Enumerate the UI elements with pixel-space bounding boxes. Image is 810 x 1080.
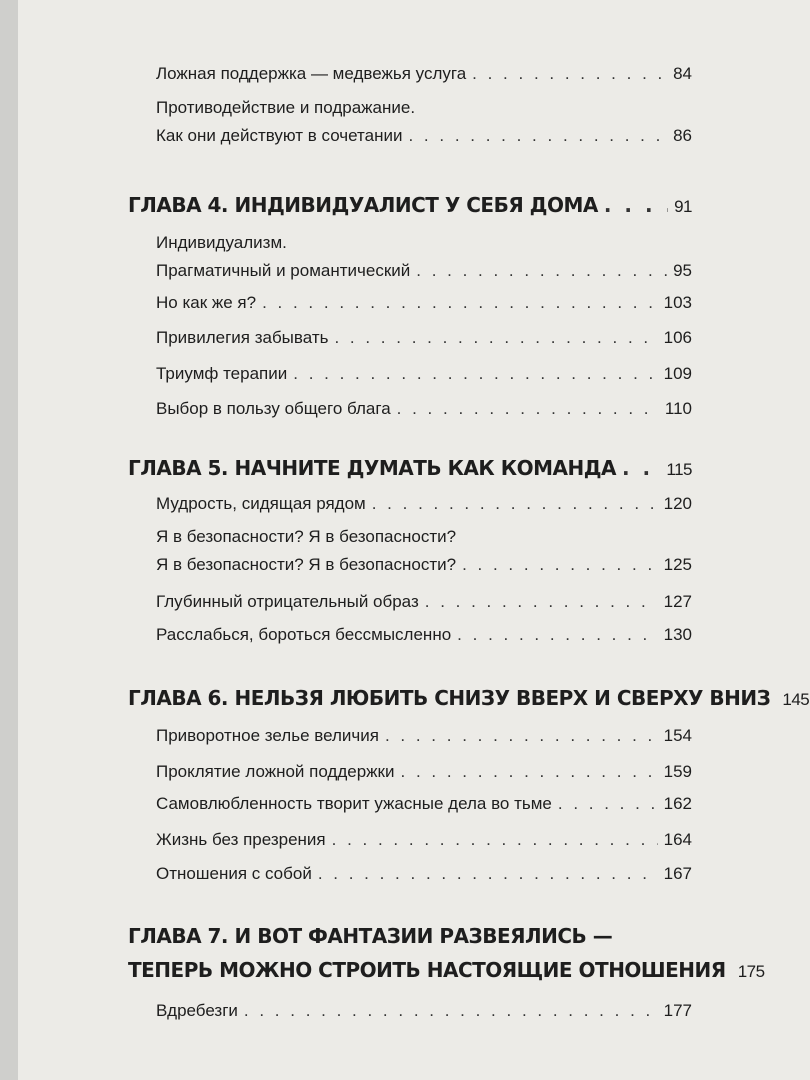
toc-chapter-entry bbox=[128, 456, 692, 480]
toc-entry bbox=[156, 864, 692, 884]
leader-dots bbox=[372, 494, 658, 514]
toc-entry bbox=[156, 527, 692, 575]
toc-entry bbox=[156, 794, 692, 814]
leader-dots bbox=[558, 794, 658, 814]
book-page bbox=[18, 0, 810, 1080]
chapter-title: ГЛАВА 5. НАЧНИТЕ ДУМАТЬ КАК КОМАНДА bbox=[128, 456, 616, 480]
toc-page-number: 145 bbox=[782, 690, 810, 709]
toc-entry-title: Вдребезги bbox=[156, 1001, 238, 1020]
toc-entry bbox=[156, 64, 692, 84]
toc-entry-title: Расслабься, бороться бессмысленно bbox=[156, 625, 452, 644]
toc-page-number: 84 bbox=[673, 64, 692, 83]
toc-page-number: 177 bbox=[663, 1001, 692, 1020]
leader-dots bbox=[244, 1001, 658, 1021]
toc-entry bbox=[156, 592, 692, 612]
leader-dots bbox=[262, 293, 658, 313]
toc-page-number: 103 bbox=[663, 293, 692, 312]
toc-entry-title: Приворотное зелье величия bbox=[156, 726, 379, 745]
toc-entry-title: Проклятие ложной поддержки bbox=[156, 762, 395, 781]
toc-entry bbox=[156, 726, 692, 746]
leader-dots bbox=[622, 456, 660, 480]
toc-chapter-entry bbox=[128, 686, 810, 710]
chapter-title-continued: ТЕПЕРЬ МОЖНО СТРОИТЬ НАСТОЯЩИЕ ОТНОШЕНИЯ bbox=[128, 958, 726, 982]
toc-entry-title: Мудрость, сидящая рядом bbox=[156, 494, 366, 513]
toc-entry-title-continued: Как они действуют в сочетании bbox=[156, 126, 403, 145]
toc-page-number: 125 bbox=[663, 555, 692, 574]
leader-dots bbox=[332, 830, 658, 850]
leader-dots bbox=[472, 64, 667, 84]
toc-entry bbox=[156, 293, 692, 313]
toc-page-number: 95 bbox=[673, 261, 692, 280]
toc-entry-title: Противодействие и подражание. bbox=[156, 98, 416, 117]
toc-entry bbox=[156, 494, 692, 514]
leader-dots bbox=[293, 364, 657, 384]
toc-entry bbox=[156, 399, 692, 419]
leader-dots bbox=[318, 864, 658, 884]
toc-page-number: 159 bbox=[663, 762, 692, 781]
toc-page-number: 127 bbox=[663, 592, 692, 611]
toc-page-number: 91 bbox=[674, 197, 692, 216]
toc-page-number: 110 bbox=[664, 399, 692, 418]
toc-entry bbox=[156, 1001, 692, 1021]
toc-entry-title: Я в безопасности? Я в безопасности? bbox=[156, 527, 457, 546]
toc-chapter-entry bbox=[128, 924, 765, 982]
leader-dots bbox=[401, 762, 658, 782]
toc-entry-title: Ложная поддержка — медвежья услуга bbox=[156, 64, 467, 83]
toc-entry-title: Самовлюбленность творит ужасные дела во тьме bbox=[156, 794, 552, 813]
toc-entry bbox=[156, 98, 692, 146]
toc-page-number: 164 bbox=[663, 830, 692, 849]
toc-page-number: 109 bbox=[663, 364, 692, 383]
toc-entry-title-continued: Я в безопасности? Я в безопасности? bbox=[156, 555, 457, 574]
leader-dots bbox=[457, 625, 657, 645]
leader-dots bbox=[416, 261, 667, 281]
toc-chapter-entry bbox=[128, 193, 692, 217]
chapter-title: ГЛАВА 6. НЕЛЬЗЯ ЛЮБИТЬ СНИЗУ ВВЕРХ И СВЕРХУ ВНИЗ bbox=[128, 686, 771, 710]
toc-page-number: 130 bbox=[663, 625, 692, 644]
toc-page-number: 167 bbox=[663, 864, 692, 883]
toc-page-number: 120 bbox=[663, 494, 692, 513]
toc-entry bbox=[156, 625, 692, 645]
toc-page-number: 162 bbox=[663, 794, 692, 813]
leader-dots bbox=[397, 399, 659, 419]
toc-entry bbox=[156, 762, 692, 782]
leader-dots bbox=[604, 193, 668, 217]
toc-entry-title: Выбор в пользу общего блага bbox=[156, 399, 391, 418]
toc-entry-title: Привилегия забывать bbox=[156, 328, 329, 347]
leader-dots bbox=[385, 726, 658, 746]
toc-page-number: 115 bbox=[666, 460, 692, 479]
chapter-title: ГЛАВА 4. ИНДИВИДУАЛИСТ У СЕБЯ ДОМА bbox=[128, 193, 598, 217]
table-of-contents bbox=[18, 0, 810, 1080]
toc-entry-title: Индивидуализм. bbox=[156, 233, 287, 252]
toc-entry-title-continued: Прагматичный и романтический bbox=[156, 261, 411, 280]
toc-page-number: 86 bbox=[673, 126, 692, 145]
leader-dots bbox=[425, 592, 658, 612]
toc-entry bbox=[156, 233, 692, 281]
leader-dots bbox=[334, 328, 657, 348]
toc-entry-title: Триумф терапии bbox=[156, 364, 288, 383]
leader-dots bbox=[408, 126, 667, 146]
toc-page-number: 106 bbox=[663, 328, 692, 347]
leader-dots bbox=[462, 555, 658, 575]
chapter-title: ГЛАВА 7. И ВОТ ФАНТАЗИИ РАЗВЕЯЛИСЬ — bbox=[128, 924, 613, 948]
toc-page-number: 154 bbox=[663, 726, 692, 745]
toc-entry-title: Отношения с собой bbox=[156, 864, 312, 883]
toc-page-number: 175 bbox=[737, 962, 765, 981]
toc-entry-title: Жизнь без презрения bbox=[156, 830, 326, 849]
toc-entry bbox=[156, 364, 692, 384]
toc-entry-title: Но как же я? bbox=[156, 293, 257, 312]
toc-entry bbox=[156, 328, 692, 348]
toc-entry-title: Глубинный отрицательный образ bbox=[156, 592, 419, 611]
toc-entry bbox=[156, 830, 692, 850]
